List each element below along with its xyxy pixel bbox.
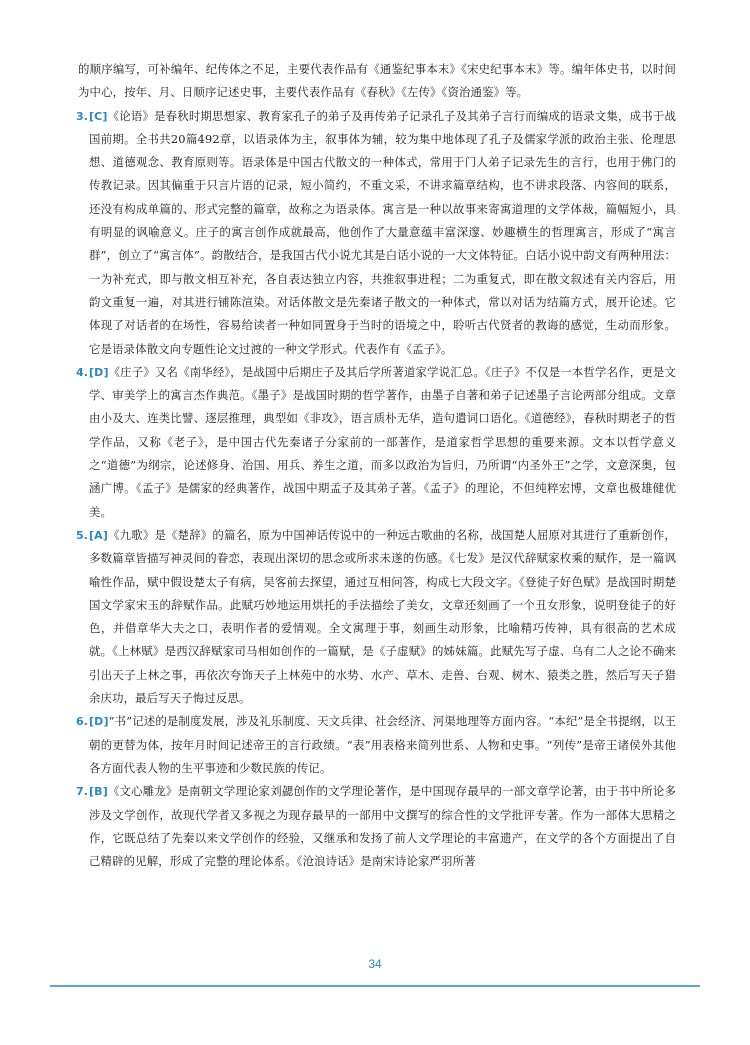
item-number: 7. (76, 785, 89, 799)
footer-rule (50, 985, 700, 987)
answer-letter: [D] (89, 715, 109, 729)
answer-item-3 (78, 105, 676, 361)
answer-item-4 (78, 361, 676, 524)
item-number: 3. (76, 109, 89, 123)
page-number: 34 (368, 957, 382, 971)
intro-paragraph: 的顺序编写，可补编年、纪传体之不足，主要代表作品有《通鉴纪事本末》《宋史纪事本末》等。编年体史书，以时间为中心，按年、月、日顺序记述史事，主要代表作品有《春秋》《左传》《资治通鉴》等。 (78, 62, 676, 100)
answer-letter: [C] (89, 109, 108, 123)
explanation-text: 《文心雕龙》是南朝文学理论家刘勰创作的文学理论著作，是中国现存最早的一部文章学论著，由于书中所论多涉及文学创作，故现代学者又多视之为现存最早的一部用中文撰写的综合性的文学批评专著。作为一部体大思精之作，它既总结了先秦以来文学创作的经验，又继承和发扬了前人文学理论的丰富遗产，在文学的各个方面提出了自己精辟的见解，形成了完整的理论体系。《沧浪诗话》是南宋诗论家严羽所著 (89, 784, 676, 869)
item-number: 6. (76, 715, 89, 729)
explanation-text: 《庄子》又名《南华经》，是战国中后期庄子及其后学所著道家学说汇总。《庄子》不仅是一本哲学名作，更是文学、审美学上的寓言杰作典范。《墨子》是战国时期的哲学著作，由墨子自著和弟子记述墨子言论两部分组成。文章由小及大、连类比譬、逐层推理，典型如《非攻》，语言质朴无华，造句遣词口语化。《道德经》，春秋时期老子的哲学作品，又称《老子》，是中国古代先秦诸子分家前的一部著作，是道家哲学思想的重要来源。文本以哲学意义之“道德”为纲宗，论述修身、治国、用兵、养生之道，而多以政治为旨归，乃所谓“内圣外王”之学，文意深奥，包涵广博。《孟子》是儒家的经典著作，战国中期孟子及其弟子著。《孟子》的理论，不但纯粹宏博，文章也极雄健优美。 (89, 364, 676, 519)
answer-item-5 (78, 524, 676, 710)
explanation-text: 《九歌》是《楚辞》的篇名，原为中国神话传说中的一种远古歌曲的名称，战国楚人屈原对其进行了重新创作，多数篇章皆描写神灵间的眷恋，表现出深切的思念或所求未遂的伤感。《七发》是汉代辞赋家枚乘的赋作，是一篇讽喻性作品，赋中假设楚太子有病，吴客前去探望，通过互相问答，构成七大段文字。《登徒子好色赋》是战国时期楚国文学家宋玉的辞赋作品。此赋巧妙地运用烘托的手法描绘了美女，文章还刻画了一个丑女形象，说明登徒子的好色，并借章华大夫之口，表明作者的爱情观。全文寓理于事，刻画生动形象，比喻精巧传神，具有很高的艺术成就。《上林赋》是西汉辞赋家司马相如创作的一篇赋，是《子虚赋》的姊妹篇。此赋先写子虚、乌有二人之论不确来引出天子上林之事，再依次夸饰天子上林苑中的水势、水产、草木、走兽、台观、树木、猿类之胜，然后写天子猎余庆功，最后写天子悔过反思。 (89, 527, 676, 706)
answer-item-7 (78, 780, 676, 873)
answer-letter: [D] (89, 365, 109, 379)
answer-item-6 (78, 710, 676, 780)
item-number: 5. (76, 528, 89, 542)
item-number: 4. (76, 365, 89, 379)
answer-letter: [A] (89, 528, 109, 542)
explanation-text: 《论语》是春秋时期思想家、教育家孔子的弟子及再传弟子记录孔子及其弟子言行而编成的语录文集，成书于战国前期。全书共20篇492章，以语录体为主，叙事体为辅，较为集中地体现了孔子及儒家学派的政治主张、伦理思想、道德观念、教育原则等。语录体是中国古代散文的一种体式，常用于门人弟子记录先生的言行，也用于佛门的传教记录。因其偏重于只言片语的记录，短小简约，不重文采，不讲求篇章结构，也不讲求段落、内容间的联系，还没有构成单篇的、形式完整的篇章，故称之为语录体。寓言是一种以故事来寄寓道理的文学体裁，篇幅短小，具有明显的讽喻意义。庄子的寓言创作成就最高，他创作了大量意蕴丰富深邃、妙趣横生的哲理寓言，形成了“寓言群”，创立了“寓言体”。韵散结合，是我国古代小说尤其是白话小说的一大文体特征。白话小说中韵文有两种用法：一为补充式，即与散文相互补充，各自表达独立内容，共推叙事进程；二为重复式，即在散文叙述有关内容后，用韵文重复一遍，对其进行铺陈渲染。对话体散文是先秦诸子散文的一种体式，常以对话为结篇方式，展开论述。它体现了对话者的在场性，容易给读者一种如同置身于当时的语境之中，聆听古代贤者的教诲的感觉，生动而形象。它是语录体散文向专题性论文过渡的一种文学形式。代表作有《孟子》。 (89, 108, 676, 356)
explanation-text: “书”记述的是制度发展，涉及礼乐制度、天文兵律、社会经济、河渠地理等方面内容。“本纪”是全书提纲，以王朝的更替为体，按年月时间记述帝王的言行政绩。“表”用表格来简列世系、人物和史事。“列传”是帝王诸侯外其他各方面代表人物的生平事迹和少数民族的传记。 (89, 714, 676, 775)
content-body (78, 58, 676, 873)
answer-letter: [B] (89, 785, 108, 799)
